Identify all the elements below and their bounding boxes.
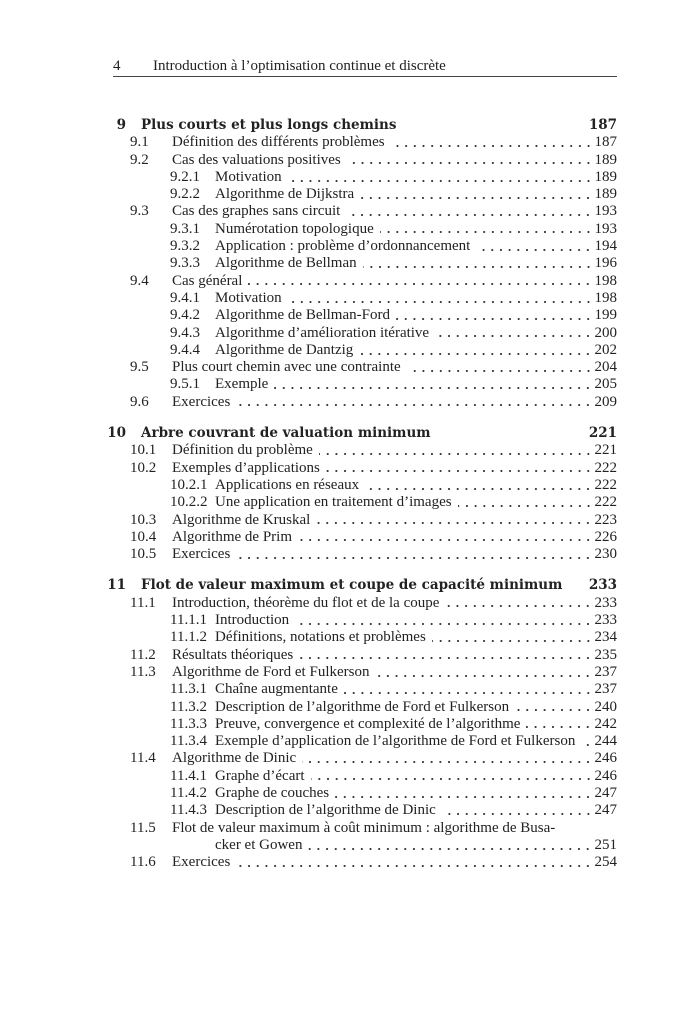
entry-page: 209 — [594, 393, 617, 410]
entry-title-continuation: cker et Gowen — [215, 836, 303, 853]
entry-page: 198 — [594, 272, 617, 289]
entry-page: 193 — [594, 220, 617, 237]
entry-page: 189 — [594, 151, 617, 168]
entry-line — [172, 854, 617, 871]
entry-number: 9 — [116, 117, 126, 133]
dot-leader — [248, 276, 592, 286]
entry-line — [215, 785, 617, 802]
entry-number: 11.1 — [130, 594, 156, 611]
dot-leader — [288, 294, 593, 304]
entry-page: 251 — [594, 836, 617, 853]
running-title: Introduction à l’optimisation continue et discrète — [153, 58, 446, 74]
entry-number: 9.2.1 — [170, 168, 200, 185]
entry-title: Motivation — [215, 289, 282, 306]
toc-section-entry[interactable] — [0, 595, 700, 612]
toc-section-entry[interactable] — [0, 664, 700, 681]
dot-leader — [435, 328, 592, 338]
entry-number: 10.3 — [130, 511, 157, 528]
entry-page: 199 — [594, 307, 617, 324]
entry-title: Cas des graphes sans circuit — [172, 203, 341, 220]
table-of-contents — [0, 117, 700, 871]
entry-title: Flot de valeur maximum à coût minimum : algorithme de Busa- — [172, 819, 556, 836]
toc-subsection-entry[interactable] — [0, 290, 700, 307]
entry-number: 9.3.1 — [170, 220, 200, 237]
entry-title: Cas des valuations positives — [172, 151, 341, 168]
dot-leader — [515, 702, 592, 712]
entry-number: 11.4.3 — [170, 802, 207, 819]
entry-line — [172, 595, 617, 612]
entry-number: 10 — [107, 425, 126, 442]
entry-page: 235 — [594, 646, 617, 663]
toc-subsection-entry[interactable] — [0, 221, 700, 238]
toc-section-entry[interactable] — [0, 512, 700, 529]
entry-page: 226 — [594, 528, 617, 545]
entry-line — [215, 376, 617, 393]
dot-leader — [437, 429, 587, 439]
entry-title: Une application en traitement d’images — [215, 494, 452, 511]
entry-line — [172, 273, 617, 290]
entry-number: 10.1 — [130, 442, 157, 459]
dot-leader — [407, 363, 593, 373]
entry-page: 223 — [594, 511, 617, 528]
entry-line — [215, 733, 617, 750]
entry-page: 242 — [594, 715, 617, 732]
entry-number: 10.2.1 — [170, 476, 208, 493]
entry-page: 233 — [594, 594, 617, 611]
entry-number: 10.4 — [130, 528, 157, 545]
dot-leader — [316, 515, 592, 525]
dot-leader — [298, 532, 593, 542]
toc-section-entry[interactable] — [0, 152, 700, 169]
entry-page: 234 — [594, 629, 617, 646]
dot-leader — [442, 806, 593, 816]
entry-title: Algorithme de Dijkstra — [215, 186, 355, 203]
dot-leader — [299, 650, 592, 660]
entry-line — [172, 664, 617, 681]
entry-number: 9.4.4 — [170, 341, 200, 358]
toc-section-entry[interactable] — [0, 647, 700, 664]
entry-title: Numérotation topologique — [215, 220, 374, 237]
toc-subsection-entry[interactable] — [0, 681, 700, 698]
dot-leader — [346, 207, 592, 217]
toc-subsection-entry[interactable] — [0, 186, 700, 203]
toc-subsection-entry[interactable] — [0, 342, 700, 359]
toc-subsection-entry[interactable] — [0, 376, 700, 393]
toc-section-entry[interactable] — [0, 203, 700, 220]
toc-section-entry[interactable] — [0, 273, 700, 290]
toc-section-entry[interactable] — [0, 854, 700, 871]
entry-line — [172, 820, 617, 837]
entry-title: Algorithme de Ford et Fulkerson — [172, 663, 370, 680]
entry-title: Graphe de couches — [215, 784, 330, 801]
entry-line — [215, 629, 617, 646]
entry-number: 10.2.2 — [170, 494, 208, 511]
toc-section-entry[interactable] — [0, 442, 700, 459]
entry-title: Exemples d’applications — [172, 459, 320, 476]
toc-subsection-entry[interactable] — [0, 716, 700, 733]
entry-page: 230 — [594, 546, 617, 563]
dot-leader — [344, 685, 593, 695]
dot-leader — [568, 581, 586, 591]
toc-subsection-entry[interactable] — [0, 785, 700, 802]
entry-line — [215, 681, 617, 698]
entry-page: 246 — [594, 750, 617, 767]
entry-page: 244 — [594, 733, 617, 750]
entry-line — [215, 238, 617, 255]
toc-chapter-entry[interactable] — [0, 425, 700, 442]
dot-leader — [302, 754, 592, 764]
entry-title: Preuve, convergence et complexité de l’algorithme — [215, 715, 521, 732]
dot-leader — [526, 719, 592, 729]
entry-line — [172, 512, 617, 529]
entry-line — [172, 152, 617, 169]
toc-section-entry[interactable] — [0, 359, 700, 376]
dot-leader — [396, 311, 593, 321]
dot-leader — [236, 550, 592, 560]
entry-line — [172, 529, 617, 546]
entry-line — [215, 325, 617, 342]
toc-subsection-entry[interactable] — [0, 699, 700, 716]
entry-page: 193 — [594, 203, 617, 220]
entry-line — [215, 716, 617, 733]
entry-line — [172, 394, 617, 411]
entry-number: 11.6 — [130, 854, 156, 871]
entry-title: Flot de valeur maximum et coupe de capacité minimum — [141, 577, 563, 594]
entry-number: 11.4.1 — [170, 767, 207, 784]
toc-subsection-entry[interactable] — [0, 307, 700, 324]
entry-number: 11 — [107, 577, 126, 594]
entry-line — [215, 221, 617, 238]
entry-title: Résultats théoriques — [172, 646, 294, 663]
entry-number: 9.2 — [130, 151, 149, 168]
entry-line — [141, 117, 617, 134]
entry-page: 222 — [594, 459, 617, 476]
entry-title: Cas général — [172, 272, 243, 289]
entry-title: Plus court chemin avec une contrainte — [172, 359, 401, 376]
entry-number: 10.2 — [130, 459, 157, 476]
toc-subsection-entry[interactable] — [0, 255, 700, 272]
toc-entry-continuation — [0, 837, 700, 854]
entry-line — [172, 359, 617, 376]
entry-title: Motivation — [215, 168, 282, 185]
entry-title: Algorithme de Prim — [172, 528, 292, 545]
toc-subsection-entry[interactable] — [0, 802, 700, 819]
entry-number: 11.4 — [130, 750, 156, 767]
entry-title: Exemple — [215, 376, 269, 393]
entry-page: 196 — [594, 255, 617, 272]
entry-page: 221 — [588, 425, 617, 442]
entry-number: 9.2.2 — [170, 186, 200, 203]
toc-subsection-entry[interactable] — [0, 612, 700, 629]
entry-title: Description de l’algorithme de Ford et Fulkerson — [215, 698, 510, 715]
entry-title: Applications en réseaux — [215, 476, 360, 493]
entry-title: Algorithme d’amélioration itérative — [215, 324, 430, 341]
entry-page: 194 — [594, 238, 617, 255]
dot-leader — [359, 346, 592, 356]
entry-page: 240 — [594, 698, 617, 715]
entry-page: 198 — [594, 289, 617, 306]
entry-title: Arbre couvrant de valuation minimum — [141, 425, 431, 442]
entry-page: 200 — [594, 324, 617, 341]
page-number: 4 — [113, 58, 121, 74]
entry-number: 11.3 — [130, 663, 156, 680]
entry-page: 187 — [594, 134, 617, 151]
dot-leader — [326, 463, 593, 473]
entry-line — [172, 647, 617, 664]
entry-title: Algorithme de Dantzig — [215, 341, 354, 358]
entry-line — [215, 186, 617, 203]
entry-page: 237 — [594, 663, 617, 680]
entry-page: 233 — [588, 577, 617, 594]
toc-subsection-entry[interactable] — [0, 733, 700, 750]
entry-title: Algorithme de Dinic — [172, 750, 297, 767]
entry-number: 9.4.1 — [170, 289, 200, 306]
dot-leader — [335, 789, 592, 799]
dot-leader — [295, 616, 592, 626]
entry-line — [172, 750, 617, 767]
entry-title: Définitions, notations et problèmes — [215, 629, 426, 646]
entry-title: Graphe d’écart — [215, 767, 305, 784]
toc-subsection-entry[interactable] — [0, 629, 700, 646]
toc-subsection-entry[interactable] — [0, 477, 700, 494]
entry-line — [172, 460, 617, 477]
entry-title: Exercices — [172, 393, 231, 410]
toc-subsection-entry[interactable] — [0, 494, 700, 511]
toc-section-entry[interactable] — [0, 820, 700, 837]
toc-section-entry[interactable] — [0, 460, 700, 477]
entry-line — [215, 699, 617, 716]
entry-title: Exercices — [172, 854, 231, 871]
dot-leader — [319, 446, 593, 456]
dot-leader — [432, 633, 593, 643]
entry-line — [215, 802, 617, 819]
entry-number: 9.5 — [130, 359, 149, 376]
entry-page: 237 — [594, 681, 617, 698]
dot-leader — [363, 259, 593, 269]
entry-title: Application : problème d’ordonnancement — [215, 238, 471, 255]
toc-chapter-entry[interactable] — [0, 117, 700, 134]
dot-leader — [391, 138, 593, 148]
entry-number: 11.3.1 — [170, 681, 207, 698]
entry-number: 11.3.3 — [170, 715, 207, 732]
entry-page: 247 — [594, 802, 617, 819]
dot-leader — [360, 190, 592, 200]
entry-number: 9.5.1 — [170, 376, 200, 393]
dot-leader — [402, 121, 586, 131]
entry-page: 189 — [594, 168, 617, 185]
entry-title: Algorithme de Bellman-Ford — [215, 307, 390, 324]
dot-leader — [458, 498, 593, 508]
entry-line — [172, 546, 617, 563]
dot-leader — [236, 858, 592, 868]
entry-line — [215, 837, 617, 854]
entry-number: 9.1 — [130, 134, 149, 151]
entry-line — [141, 425, 617, 442]
entry-page: 202 — [594, 341, 617, 358]
entry-number: 10.5 — [130, 546, 157, 563]
entry-line — [172, 203, 617, 220]
entry-page: 205 — [594, 376, 617, 393]
entry-page: 222 — [594, 494, 617, 511]
entry-number: 9.3.3 — [170, 255, 200, 272]
entry-title: Exemple d’application de l’algorithme de Ford et Fulkerson — [215, 733, 576, 750]
entry-title: Plus courts et plus longs chemins — [141, 117, 397, 133]
entry-page: 187 — [588, 117, 617, 133]
entry-page: 222 — [594, 476, 617, 493]
entry-title: Définition du problème — [172, 442, 313, 459]
entry-line — [215, 494, 617, 511]
dot-leader — [347, 155, 593, 165]
toc-subsection-entry[interactable] — [0, 325, 700, 342]
toc-subsection-entry[interactable] — [0, 169, 700, 186]
toc-subsection-entry[interactable] — [0, 768, 700, 785]
toc-section-entry[interactable] — [0, 529, 700, 546]
entry-page: 221 — [594, 442, 617, 459]
entry-title: Description de l’algorithme de Dinic — [215, 802, 436, 819]
toc-section-entry[interactable] — [0, 750, 700, 767]
entry-line — [215, 768, 617, 785]
dot-leader — [380, 224, 593, 234]
entry-number: 9.3.2 — [170, 238, 200, 255]
dot-leader — [236, 397, 592, 407]
entry-title: Chaîne augmentante — [215, 681, 338, 698]
dot-leader — [308, 841, 592, 851]
entry-line — [215, 307, 617, 324]
entry-title: Exercices — [172, 546, 231, 563]
entry-number: 11.1.1 — [170, 612, 207, 629]
entry-number: 11.3.2 — [170, 698, 207, 715]
entry-title: Introduction, théorème du flot et de la coupe — [172, 594, 440, 611]
dot-leader — [274, 380, 592, 390]
entry-title: Algorithme de Kruskal — [172, 511, 311, 528]
entry-line — [172, 442, 617, 459]
entry-line — [215, 612, 617, 629]
entry-line — [215, 290, 617, 307]
entry-page: 233 — [594, 612, 617, 629]
entry-number: 11.1.2 — [170, 629, 207, 646]
entry-page: 189 — [594, 186, 617, 203]
running-header — [113, 58, 617, 77]
entry-title: Introduction — [215, 612, 290, 629]
toc-chapter-entry[interactable] — [0, 577, 700, 594]
entry-page: 254 — [594, 854, 617, 871]
toc-section-entry[interactable] — [0, 134, 700, 151]
entry-page: 246 — [594, 767, 617, 784]
dot-leader — [476, 242, 592, 252]
dot-leader — [288, 173, 593, 183]
entry-page: 247 — [594, 784, 617, 801]
entry-number: 11.3.4 — [170, 733, 207, 750]
dot-leader — [365, 481, 592, 491]
entry-number: 9.3 — [130, 203, 149, 220]
entry-page: 204 — [594, 359, 617, 376]
entry-number: 9.4.2 — [170, 307, 200, 324]
entry-number: 11.4.2 — [170, 784, 207, 801]
entry-number: 9.6 — [130, 393, 149, 410]
toc-subsection-entry[interactable] — [0, 238, 700, 255]
entry-number: 9.4 — [130, 272, 149, 289]
entry-title: Définition des différents problèmes — [172, 134, 385, 151]
entry-number: 11.5 — [130, 819, 156, 836]
dot-leader — [445, 598, 592, 608]
dot-leader — [581, 737, 592, 747]
entry-line — [172, 134, 617, 151]
entry-line — [141, 577, 617, 594]
entry-number: 11.2 — [130, 646, 156, 663]
toc-section-entry[interactable] — [0, 546, 700, 563]
entry-line — [215, 477, 617, 494]
entry-line — [215, 255, 617, 272]
entry-line — [215, 169, 617, 186]
entry-number: 9.4.3 — [170, 324, 200, 341]
toc-section-entry[interactable] — [0, 394, 700, 411]
entry-title: Algorithme de Bellman — [215, 255, 357, 272]
dot-leader — [375, 668, 592, 678]
dot-leader — [311, 771, 593, 781]
entry-line — [215, 342, 617, 359]
